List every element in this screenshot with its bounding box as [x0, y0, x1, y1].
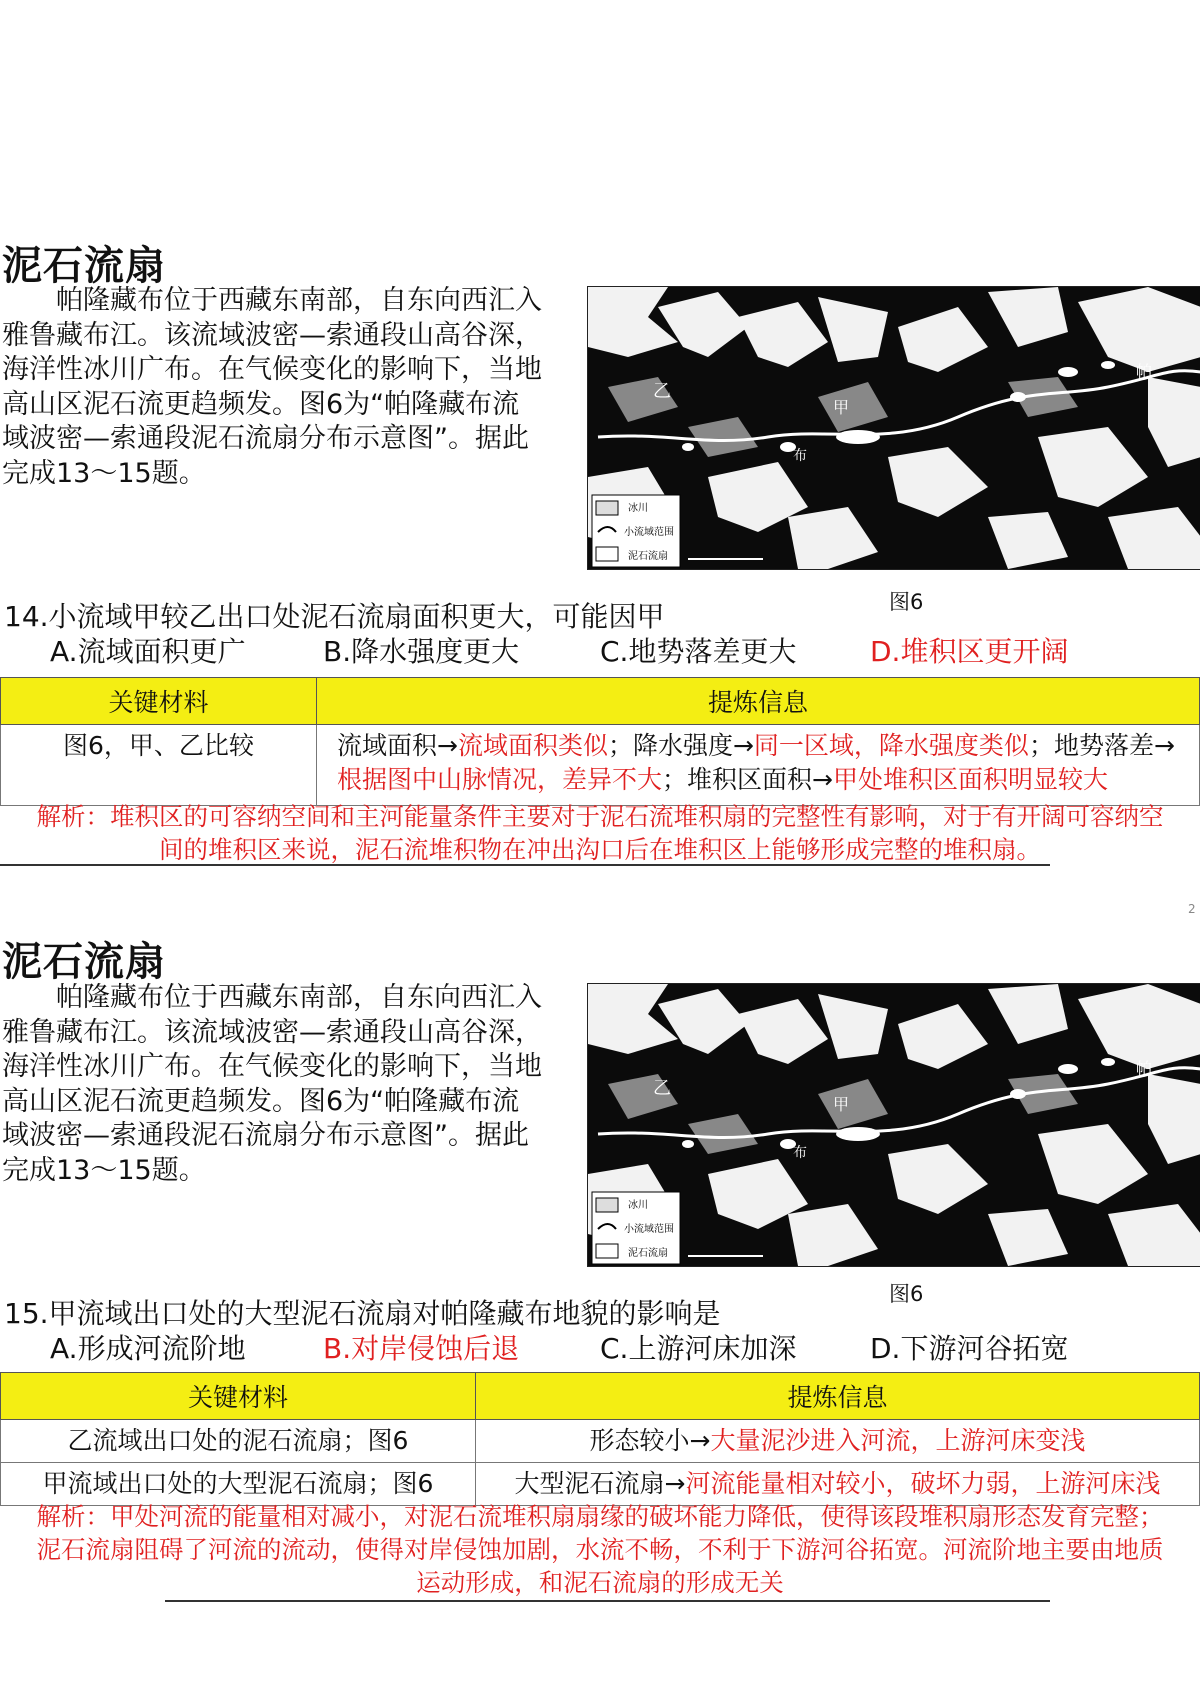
intro-line: 域波密—索通段泥石流扇分布示意图”。据此	[2, 1120, 529, 1151]
intro-line: 完成13～15题。	[2, 457, 206, 489]
material-cell: 图6，甲、乙比较	[1, 725, 317, 806]
legend-glacier: 冰川	[628, 503, 648, 514]
figure-caption: 图6	[889, 590, 924, 614]
info-cell	[476, 1420, 1200, 1463]
section-title: 泥石流扇	[2, 243, 166, 289]
info-segment-key: 根据图中山脉情况，差异不大	[337, 765, 663, 794]
legend-glacier: 冰川	[628, 1200, 648, 1211]
map-label-bu: 布	[793, 448, 807, 464]
header-info: 提炼信息	[476, 1373, 1200, 1420]
table-header-row	[1, 1373, 1200, 1420]
analysis-line: 泥石流扇阻碍了河流的流动，使得对岸侵蚀加剧，水流不畅，不利于下游河谷拓宽。河流阶地主要由地质	[36, 1535, 1164, 1564]
question-text: 14.小流域甲较乙出口处泥石流扇面积更大，可能因甲	[4, 600, 665, 633]
info-segment: ；堆积区面积→	[662, 765, 833, 794]
legend-debris-fan: 泥石流扇	[628, 551, 668, 562]
info-segment: ；降水强度→	[607, 731, 754, 760]
divider-line	[0, 864, 1050, 866]
divider-line	[165, 1600, 1050, 1602]
map-label-pa: 帕	[1136, 362, 1153, 381]
option-b: B.降水强度更大	[323, 635, 520, 668]
header-info: 提炼信息	[317, 678, 1200, 725]
analysis-text	[0, 1500, 1200, 1599]
info-segment-key: 同一区域，降水强度类似	[753, 731, 1029, 760]
analysis-line: 解析：堆积区的可容纳空间和主河能量条件主要对于泥石流堆积扇的完整性有影响，对于有开阔可容纳空	[36, 802, 1164, 831]
intro-text	[2, 284, 542, 491]
map-label-bu: 布	[793, 1145, 807, 1161]
info-segment: 形态较小→	[589, 1426, 711, 1455]
map-label-pa: 帕	[1136, 1059, 1153, 1078]
info-segment: ；地势落差→	[1028, 731, 1175, 760]
info-segment-key: 甲处堆积区面积明显较大	[832, 765, 1108, 794]
info-segment-key: 河流能量相对较小，破坏力弱，上游河床浅	[685, 1469, 1161, 1498]
analysis-line: 间的堆积区来说，泥石流堆积物在冲出沟口后在堆积区上能够形成完整的堆积扇。	[159, 835, 1041, 864]
map-figure	[587, 286, 1200, 570]
map-label-jia: 甲	[833, 1095, 850, 1114]
intro-line: 域波密—索通段泥石流扇分布示意图”。据此	[2, 423, 529, 454]
info-cell	[317, 725, 1200, 806]
intro-line: 高山区泥石流更趋频发。图6为“帕隆藏布流	[2, 388, 520, 420]
header-material: 关键材料	[1, 1373, 476, 1420]
intro-line: 海洋性冰川广布。在气候变化的影响下，当地	[2, 354, 542, 385]
intro-line: 高山区泥石流更趋频发。图6为“帕隆藏布流	[2, 1085, 520, 1117]
map-label-jia: 甲	[833, 398, 850, 417]
section-title: 泥石流扇	[2, 939, 166, 985]
intro-text	[2, 981, 542, 1188]
option-d-answer: D.堆积区更开阔	[870, 635, 1069, 668]
table-row	[1, 725, 1200, 806]
analysis-text	[0, 800, 1200, 866]
intro-line: 雅鲁藏布江。该流域波密—索通段山高谷深，	[2, 319, 542, 351]
option-c: C.地势落差更大	[600, 635, 797, 668]
intro-line: 帕隆藏布位于西藏东南部，自东向西汇入	[56, 982, 542, 1013]
info-segment: 大型泥石流扇→	[514, 1469, 686, 1498]
legend-debris-fan: 泥石流扇	[628, 1248, 668, 1259]
figure-caption: 图6	[889, 1282, 924, 1306]
legend-watershed: 小流域范围	[624, 1224, 674, 1235]
map-label-yi: 乙	[653, 381, 671, 402]
table-header-row	[1, 678, 1200, 725]
page-mark: 2	[1188, 902, 1196, 916]
map-figure	[587, 983, 1200, 1267]
header-material: 关键材料	[1, 678, 317, 725]
question-text: 15.甲流域出口处的大型泥石流扇对帕隆藏布地貌的影响是	[4, 1297, 721, 1330]
option-a: A.形成河流阶地	[50, 1332, 246, 1365]
intro-line: 完成13～15题。	[2, 1154, 206, 1186]
option-d: D.下游河谷拓宽	[870, 1332, 1069, 1365]
terrain-map-image	[588, 287, 1200, 569]
material-cell: 乙流域出口处的泥石流扇；图6	[1, 1420, 476, 1463]
option-b-answer: B.对岸侵蚀后退	[323, 1332, 520, 1365]
material-cell: 甲流域出口处的大型泥石流扇；图6	[1, 1463, 476, 1506]
option-c: C.上游河床加深	[600, 1332, 797, 1365]
analysis-line: 运动形成，和泥石流扇的形成无关	[416, 1568, 784, 1597]
intro-line: 海洋性冰川广布。在气候变化的影响下，当地	[2, 1051, 542, 1082]
info-table	[0, 1372, 1200, 1506]
map-label-yi: 乙	[653, 1078, 671, 1099]
intro-line: 帕隆藏布位于西藏东南部，自东向西汇入	[56, 285, 542, 316]
terrain-map-image	[588, 984, 1200, 1266]
option-a: A.流域面积更广	[50, 635, 246, 668]
intro-line: 雅鲁藏布江。该流域波密—索通段山高谷深，	[2, 1016, 542, 1048]
legend-watershed: 小流域范围	[624, 527, 674, 538]
info-segment: 流域面积→	[337, 731, 458, 760]
table-row	[1, 1420, 1200, 1463]
analysis-line: 解析：甲处河流的能量相对减小，对泥石流堆积扇扇缘的破坏能力降低，使得该段堆积扇形态发育完整；	[36, 1502, 1164, 1531]
info-table	[0, 677, 1200, 806]
info-segment-key: 流域面积类似	[457, 731, 608, 760]
info-segment-key: 大量泥沙进入河流，上游河床变浅	[710, 1426, 1086, 1455]
